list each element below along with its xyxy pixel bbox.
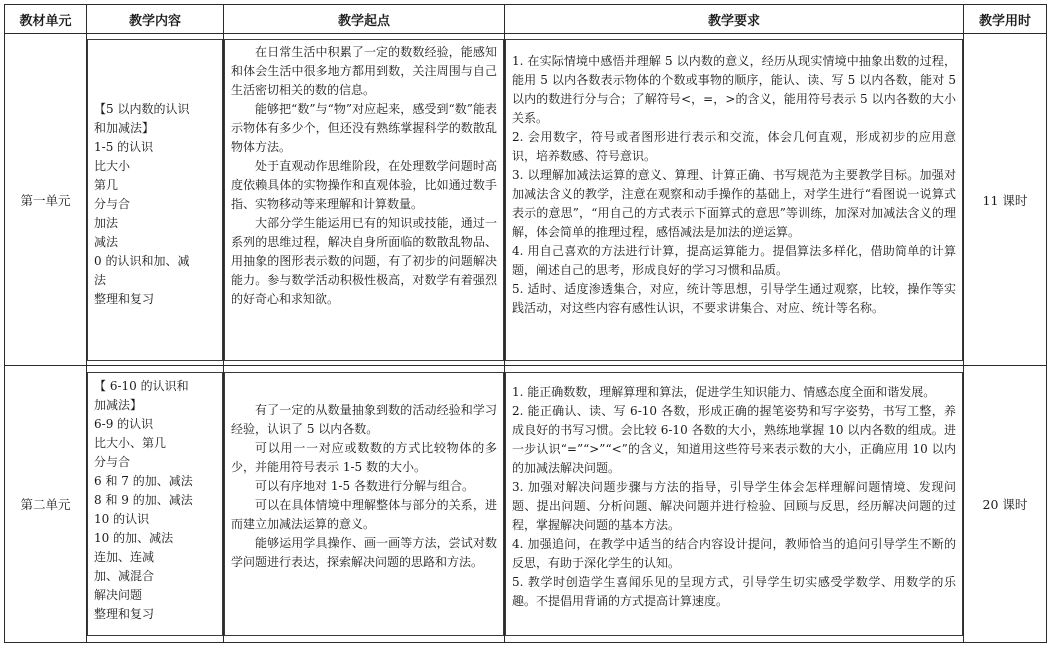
list-item: 分与合 (94, 455, 131, 469)
starting-point-cell (224, 34, 505, 366)
list-item: 第几 (94, 177, 119, 192)
requirement-item: 2. 会用数字，符号或者图形进行表示和交流，体会几何直观，形成初步的应用意识，培养数感、符号意识。 (512, 129, 956, 163)
requirement-item: 1. 能正确数数，理解算理和算法，促进学生知识能力、情感态度全面和谐发展。 (512, 385, 936, 399)
requirements-cell (505, 366, 964, 643)
list-item: 和加减法】 (94, 120, 155, 135)
list-item: 减法 (94, 234, 119, 249)
list-item: 比大小、第几 (94, 436, 167, 450)
requirements-list (512, 383, 956, 611)
unit-cell: 第二单元 (5, 366, 87, 643)
table-row (5, 366, 1047, 643)
content-cell (87, 34, 224, 366)
list-item: 10 的认识 (94, 512, 150, 526)
teaching-plan-table (4, 4, 1047, 643)
requirement-item: 2. 能正确认、读、写 6-10 各数，形成正确的握笔姿势和写字姿势，书写工整，养成良好的书写习惯。会比较 6-10 各数的大小，熟练地掌握 10 以内各数的组成。进一步认识“=”“>”“<”的含义，知道用这些符号来表示数的大小，正确应用 10 以内的加减法解决问题。 (512, 404, 956, 475)
header-starting-point: 教学起点 (224, 5, 505, 34)
starting-point-paragraph: 在日常生活中积累了一定的数数经验，能感知和体会生活中很多地方都用到数，关注周围与自己生活密切相关的数的信息。 (231, 44, 497, 97)
hours-cell: 11 课时 (964, 34, 1047, 366)
header-requirements: 教学要求 (505, 5, 964, 34)
header-row (5, 5, 1047, 34)
requirement-item: 5. 教学时创造学生喜闻乐见的呈现方式，引导学生切实感受学数学、用数学的乐趣。不提倡用背诵的方式提高计算速度。 (512, 575, 956, 608)
requirements-list (512, 52, 956, 318)
hours-cell: 20 课时 (964, 366, 1047, 643)
header-content: 教学内容 (87, 5, 224, 34)
list-item: 8 和 9 的加、减法 (94, 493, 193, 507)
header-unit: 教材单元 (5, 5, 87, 34)
requirement-item: 3. 以理解加减法运算的意义、算理、计算正确、书写规范为主要教学目标。加强对加减法含义的教学，注意在观察和动手操作的基础上，对学生进行“看图说一说算式表示的意思”，“用自己的方式表示下面算式的意思”等训练，加深对加减法含义的理解，体会简单的推理过程，感悟减法是加法的逆运算。 (512, 167, 956, 239)
starting-point-paragraph: 可以有序地对 1-5 各数进行分解与组合。 (255, 479, 474, 493)
starting-point-paragraph: 可以用一一对应或数数的方式比较物体的多少，并能用符号表示 1-5 数的大小。 (231, 441, 497, 474)
requirement-item: 5. 适时、适度渗透集合，对应，统计等思想，引导学生通过观察，比较，操作等实践活动，对这些内容有感性认识，不要求讲集合、对应、统计等名称。 (512, 281, 956, 315)
list-item: 【 6-10 的认识和 (94, 379, 189, 393)
list-item: 加法 (94, 215, 119, 230)
requirement-item: 4. 加强追问，在教学中适当的结合内容设计提问，教师恰当的追问引导学生不断的反思，有助于深化学生的认知。 (512, 537, 956, 570)
list-item: 解决问题 (94, 588, 143, 602)
header-hours: 教学用时 (964, 5, 1047, 34)
list-item: 分与合 (94, 196, 131, 211)
list-item: 10 的加、减法 (94, 531, 174, 545)
starting-point-paragraph: 处于直观动作思维阶段，在处理数学问题时高度依赖具体的实物操作和直观体验，比如通过数手指、实物移动等来理解和计算数量。 (231, 158, 497, 211)
list-item: 加、减混合 (94, 569, 155, 583)
starting-point-paragraph: 可以在具体情境中理解整体与部分的关系，进而建立加减法运算的意义。 (231, 498, 497, 531)
content-list (94, 377, 216, 624)
starting-point-paragraph: 能够把“数”与“物”对应起来，感受到“数”能表示物体有多少个，但还没有熟练掌握科学的数散乱物体方法。 (231, 101, 497, 154)
list-item: 6 和 7 的加、减法 (94, 474, 193, 488)
list-item: 法 (94, 272, 107, 287)
list-item: 比大小 (94, 158, 131, 173)
requirements-cell (505, 34, 964, 366)
requirement-item: 1. 在实际情境中感悟并理解 5 以内数的意义，经历从现实情境中抽象出数的过程，能用 5 以内各数表示物体的个数或事物的顺序，能认、读、写 5 以内各数，能对 5 以内的数进行分与合；了解符号<，=，>的含义，能用符号表示 5 以内各数的大小关系。 (512, 53, 956, 125)
starting-point-cell (224, 366, 505, 643)
list-item: 连加、连减 (94, 550, 155, 564)
requirement-item: 4. 用自己喜欢的方法进行计算，提高运算能力。提倡算法多样化，借助简单的计算题，阐述自己的思考，形成良好的学习习惯和品质。 (512, 243, 956, 277)
list-item: 1-5 的认识 (94, 139, 154, 154)
list-item: 整理和复习 (94, 607, 155, 621)
starting-point-paragraph: 有了一定的从数量抽象到数的活动经验和学习经验，认识了 5 以内各数。 (231, 403, 497, 436)
requirement-item: 3. 加强对解决问题步骤与方法的指导，引导学生体会怎样理解问题情境、发现问题、提出问题、分析问题、解决问题并进行检验、回顾与反思，经历解决问题的过程，掌握解决问题的基本方法。 (512, 480, 956, 532)
content-cell (87, 366, 224, 643)
list-item: 6-9 的认识 (94, 417, 154, 431)
unit-cell: 第一单元 (5, 34, 87, 366)
list-item: 加减法】 (94, 398, 143, 412)
starting-point-paragraph: 大部分学生能运用已有的知识或技能，通过一系列的思维过程，解决自身所面临的数散乱物品、用抽象的图形表示数的问题，有了初步的问题解决能力。参与数学活动积极性极高，对数学有着强烈的好奇心和求知欲。 (231, 215, 497, 306)
content-list (94, 100, 216, 309)
list-item: 整理和复习 (94, 291, 155, 306)
list-item: 0 的认识和加、减 (94, 253, 190, 268)
table-row (5, 34, 1047, 366)
starting-point-paragraph: 能够运用学具操作、画一画等方法，尝试对数学问题进行表达，探索解决问题的思路和方法。 (231, 536, 497, 569)
list-item: 【5 以内数的认识 (94, 101, 190, 116)
